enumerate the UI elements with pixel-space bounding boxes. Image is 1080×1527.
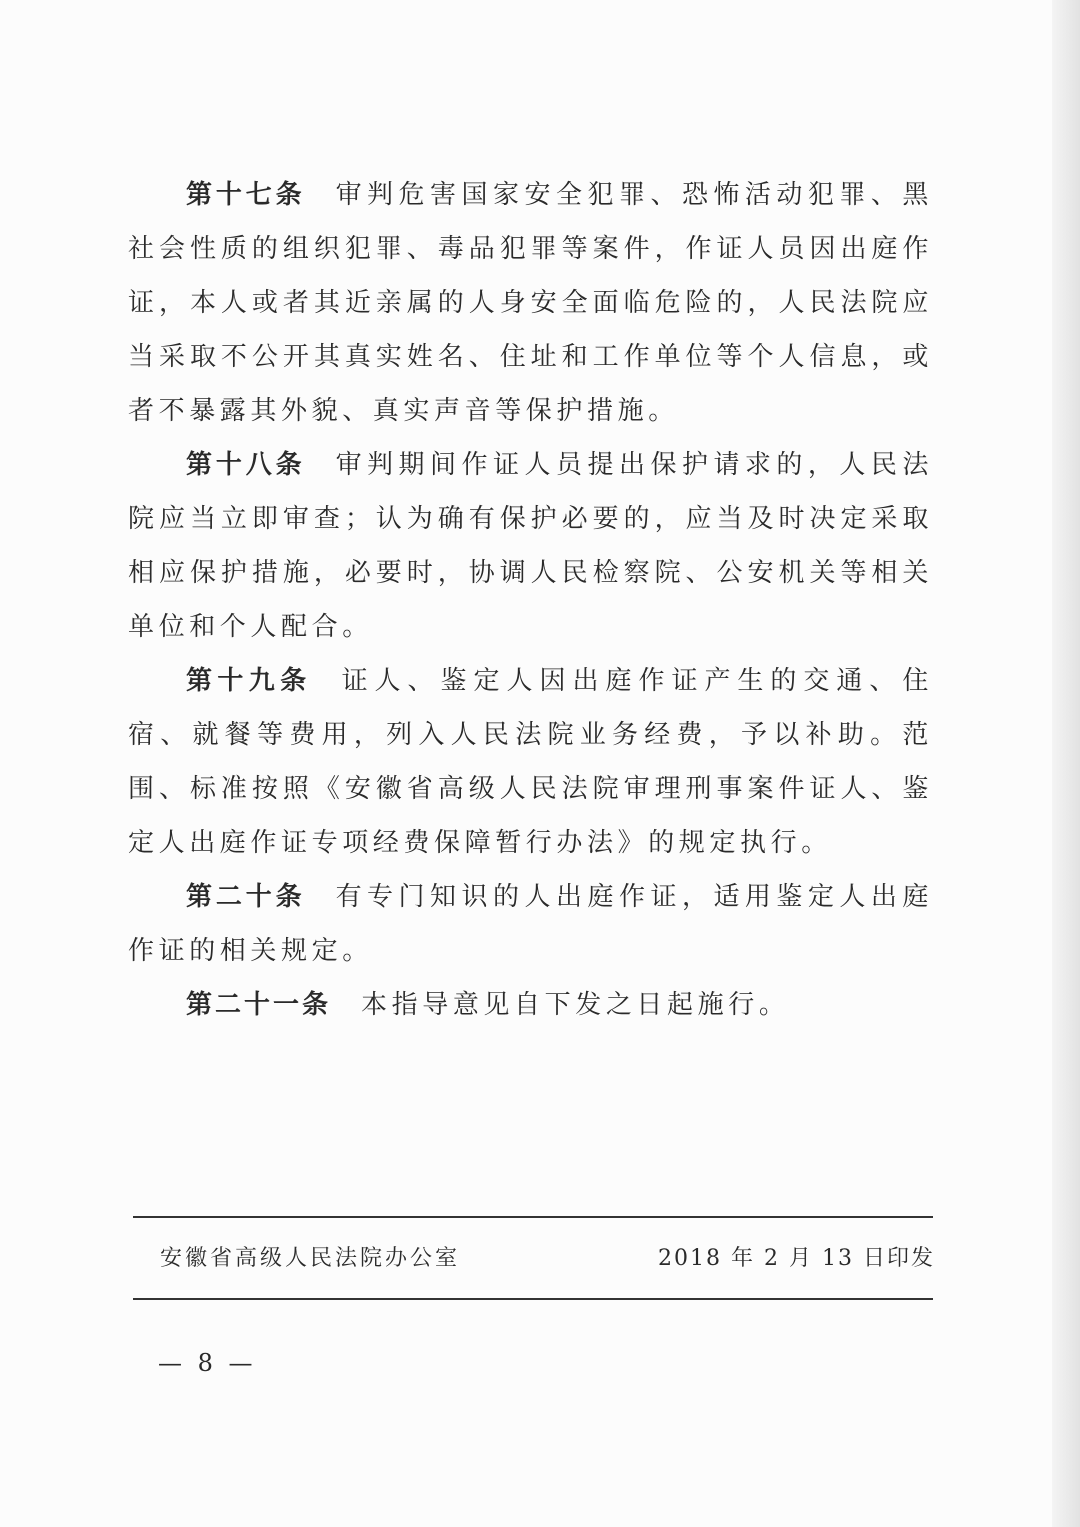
article-heading: 第十七条	[186, 180, 306, 210]
footer-divider-bottom	[133, 1298, 933, 1300]
issue-date: 2018 年 2 月 13 日印发	[658, 1246, 935, 1271]
article-21	[128, 978, 933, 1032]
article-heading: 第二十条	[186, 882, 306, 912]
article-19	[128, 654, 933, 870]
article-text: 本指导意见自下发之日起施行。	[361, 990, 790, 1020]
article-text: 审判期间作证人员提出保护请求的，人民法院应当立即审查；认为确有保护必要的，应当及时决定采取相应保护措施，必要时，协调人民检察院、公安机关等相关单位和个人配合。	[128, 450, 933, 642]
page-number: — 8 —	[158, 1349, 257, 1377]
footer-divider-top	[133, 1216, 933, 1218]
article-17	[128, 168, 933, 438]
article-heading: 第二十一条	[186, 990, 332, 1020]
issuing-office: 安徽省高级人民法院办公室	[160, 1246, 461, 1271]
article-heading: 第十九条	[186, 666, 312, 696]
article-text: 有专门知识的人出庭作证，适用鉴定人出庭作证的相关规定。	[128, 882, 933, 966]
document-body	[128, 168, 933, 1032]
article-20	[128, 870, 933, 978]
page-edge-shadow	[1052, 0, 1080, 1527]
article-text: 证人、鉴定人因出庭作证产生的交通、住宿、就餐等费用，列入人民法院业务经费，予以补助。范围、标准按照《安徽省高级人民法院审理刑事案件证人、鉴定人出庭作证专项经费保障暂行办法》的规定执行。	[128, 666, 933, 858]
article-18	[128, 438, 933, 654]
article-text: 审判危害国家安全犯罪、恐怖活动犯罪、黑社会性质的组织犯罪、毒品犯罪等案件，作证人员因出庭作证，本人或者其近亲属的人身安全面临危险的，人民法院应当采取不公开其真实姓名、住址和工作单位等个人信息，或者不暴露其外貌、真实声音等保护措施。	[128, 180, 933, 426]
article-heading: 第十八条	[186, 450, 306, 480]
